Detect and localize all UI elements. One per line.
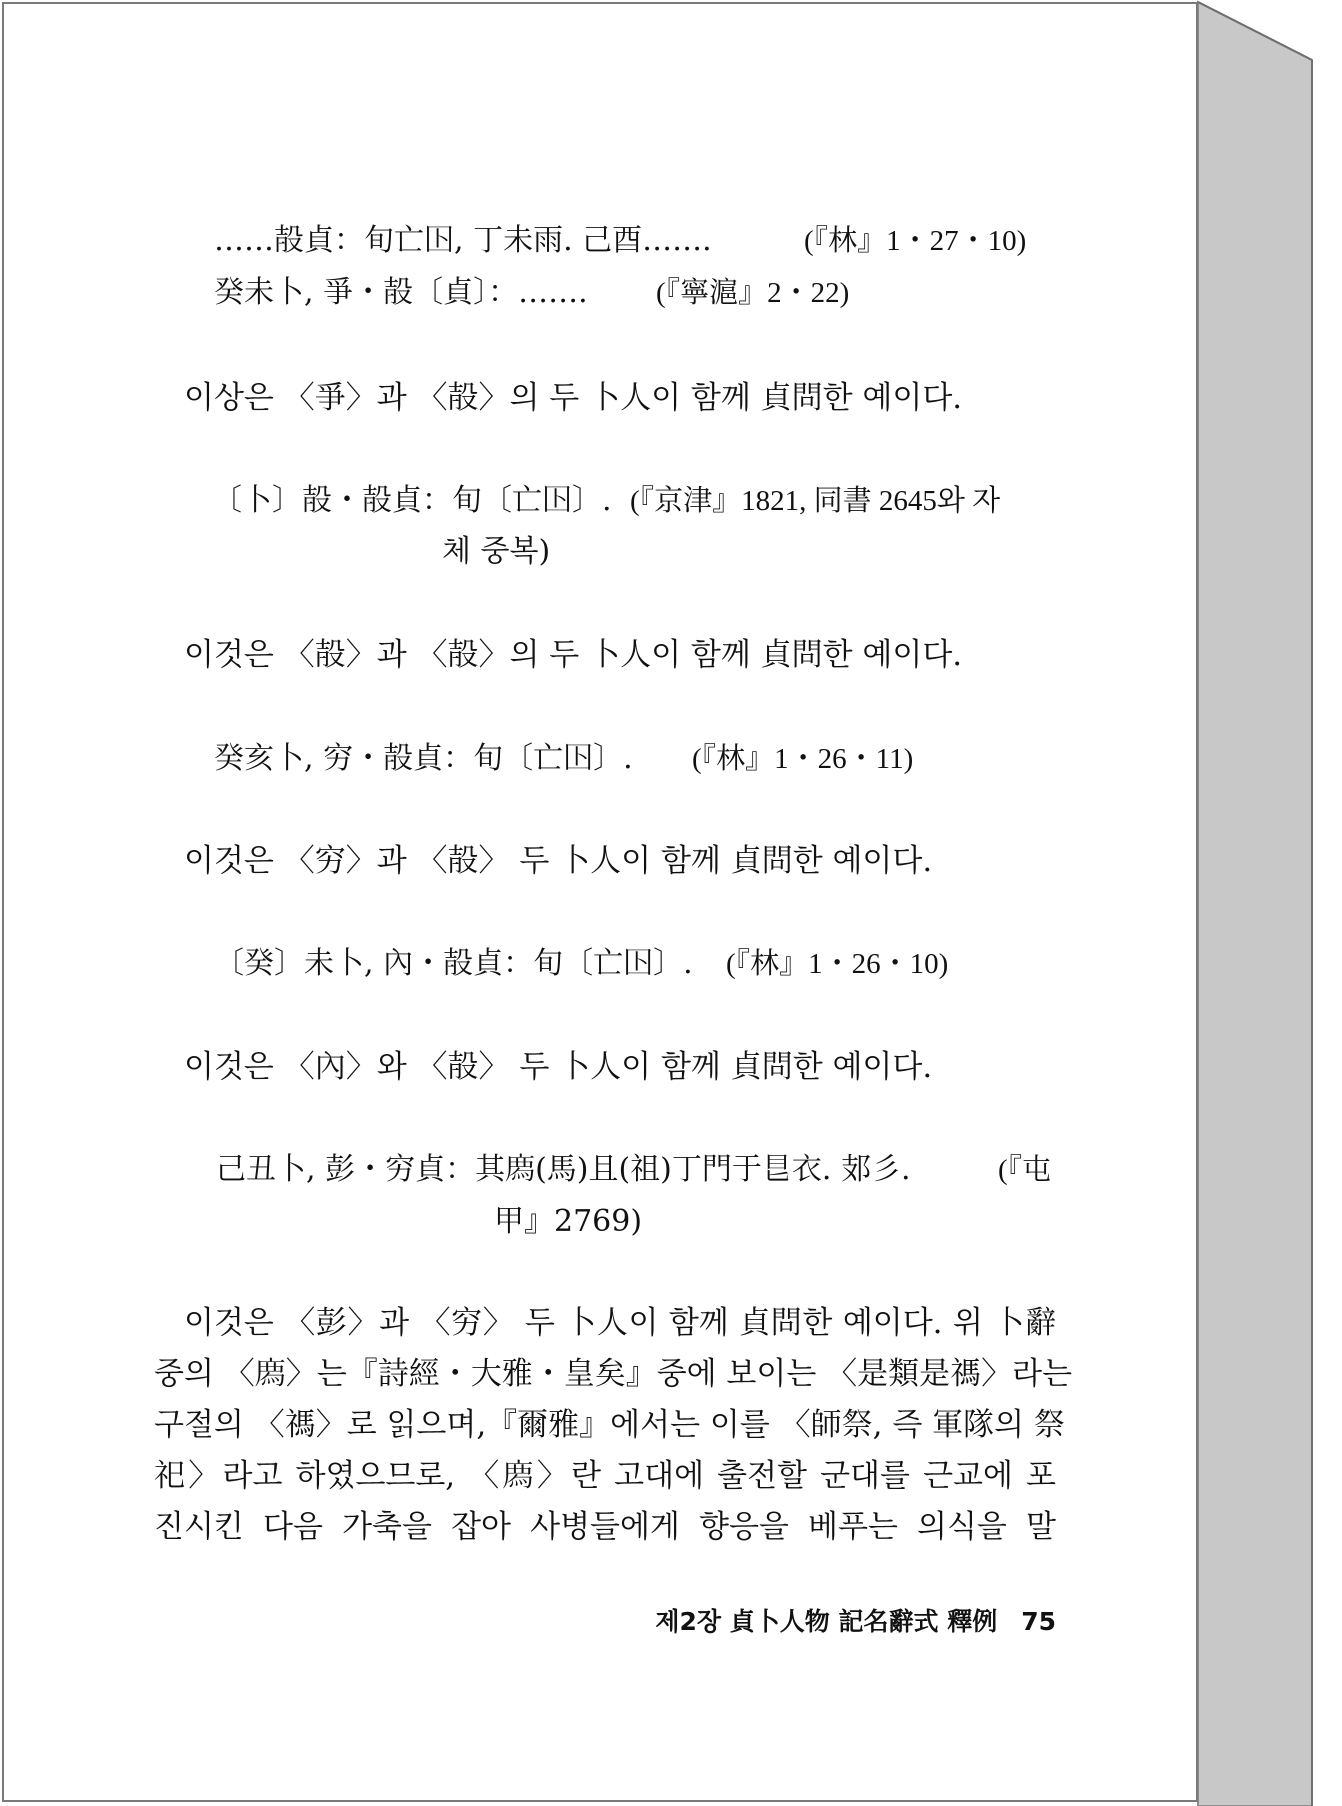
paragraph-line-5: 진시킨 다음 가축을 잡아 사병들에게 향응을 베푸는 의식을 말 — [154, 1509, 1056, 1545]
example-5-line-2: 甲』2769) — [494, 1204, 643, 1239]
book-page — [2, 2, 1198, 1802]
page-footer — [655, 1602, 1056, 1638]
example-4: 〔癸〕未卜, 內・㱿貞：旬〔亡𡆥〕. — [214, 946, 693, 981]
example-1-line-1: ……㱿貞：旬亡𡆥, 丁未雨. 己酉……. — [214, 223, 712, 258]
example-2-line-2: 체 중복) — [442, 534, 551, 569]
page-number: 75 — [1021, 1607, 1056, 1636]
example-2-line-1-reference: (『京津』1821, 同書 2645와 자 — [630, 485, 1001, 517]
body-paragraph — [154, 1298, 1073, 1553]
comment-3: 이것은 〈穷〉과 〈㱿〉 두 卜人이 함께 貞問한 예이다. — [184, 843, 933, 879]
comment-2: 이것은 〈㱿〉과 〈㱿〉의 두 卜人이 함께 貞問한 예이다. — [184, 637, 963, 673]
example-3: 癸亥卜, 穷・㱿貞：旬〔亡𡆥〕. — [214, 741, 633, 776]
example-5-line-1: 己丑卜, 彭・穷貞：其𢊁(馬)且(祖)丁門于𥃩衣. 𨙸彡. — [216, 1152, 911, 1187]
paragraph-line-4: 祀〉라고 하였으므로, 〈𢊁〉란 고대에 출전할 군대를 근교에 포 — [154, 1458, 1056, 1494]
paragraph-line-1: 이것은 〈彭〉과 〈穷〉 두 卜人이 함께 貞問한 예이다. 위 卜辭 — [184, 1305, 1056, 1341]
example-2-line-1: 〔卜〕㱿・㱿貞：旬〔亡𡆥〕. — [212, 483, 612, 518]
example-3-reference: (『林』1・26・11) — [692, 743, 914, 775]
example-1-line-1-reference: (『林』1・27・10) — [804, 225, 1027, 257]
comment-1: 이상은 〈爭〉과 〈㱿〉의 두 卜人이 함께 貞問한 예이다. — [184, 380, 963, 416]
paragraph-line-3: 구절의 〈禡〉로 읽으며,『爾雅』에서는 이를 〈師祭, 즉 軍隊의 祭 — [154, 1407, 1065, 1443]
example-1-line-2-reference: (『寧滬』2・22) — [656, 277, 850, 309]
example-5-line-1-reference: (『屯 — [998, 1154, 1052, 1186]
comment-4: 이것은 〈內〉와 〈㱿〉 두 卜人이 함께 貞問한 예이다. — [184, 1049, 933, 1085]
running-chapter-title: 제2장 貞卜人物 記名辭式 釋例 — [655, 1607, 998, 1636]
example-4-reference: (『林』1・26・10) — [726, 948, 949, 980]
example-1-line-2: 癸未卜, 爭・㱿〔貞〕：……. — [214, 275, 588, 310]
paragraph-line-2: 중의 〈𢊁〉는『詩經・大雅・皇矣』중에 보이는 〈是類是禡〉라는 — [154, 1356, 1073, 1392]
